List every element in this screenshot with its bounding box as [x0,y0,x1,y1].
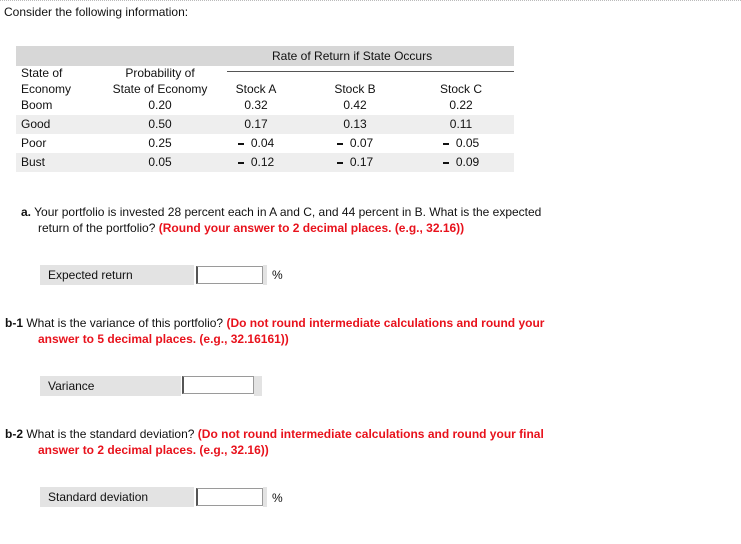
stock-a-cell: 0.17 [244,117,268,131]
question-b2-note2: answer to 2 decimal places. (e.g., 32.16)) [38,443,269,457]
minus-sign-icon [443,162,449,164]
input-separator [254,376,262,396]
std-dev-input[interactable] [196,488,263,506]
variance-label: Variance [48,379,95,393]
minus-sign-icon [238,143,244,145]
question-a-text2: return of the portfolio? [38,221,156,235]
table-row [16,96,514,115]
col-state-header-line1: State of [21,66,63,80]
stock-b-value: 0.17 [349,155,374,169]
question-b2 [5,426,685,458]
col-b-header: Stock B [334,82,376,96]
question-b1-note2: answer to 5 decimal places. (e.g., 32.16161)) [38,332,289,346]
question-b1-note1: (Do not round intermediate calculations and round your [226,316,545,330]
stock-b-cell: 0.42 [343,98,367,112]
question-b1 [5,315,645,347]
state-cell: Boom [21,98,53,112]
question-b1-text: What is the variance of this portfolio? [26,316,224,330]
prob-cell: 0.05 [148,155,172,169]
prob-cell: 0.50 [148,117,172,131]
stock-b-cell [315,155,395,169]
stock-a-value: 0.12 [250,155,275,169]
stock-a-cell [216,136,296,150]
col-c-header: Stock C [439,82,482,96]
col-state-header-line2: Economy [21,82,72,96]
top-divider [0,0,741,1]
minus-sign-icon [337,162,343,164]
prob-cell: 0.20 [148,98,172,112]
prob-cell: 0.25 [148,136,172,150]
stock-c-cell: 0.22 [449,98,473,112]
question-b2-label: b-2 [5,427,23,441]
stock-a-cell [216,155,296,169]
stock-b-value: 0.07 [349,136,374,150]
expected-return-label-box [40,265,194,285]
group-header-label: Rate of Return if State Occurs [272,49,433,63]
header-rule [227,71,514,72]
table-row [16,115,514,134]
stock-b-cell: 0.13 [343,117,367,131]
std-dev-label-box [40,487,194,507]
minus-sign-icon [443,143,449,145]
state-cell: Poor [21,136,47,150]
stock-b-cell [315,136,395,150]
variance-input[interactable] [182,376,254,394]
table-row [16,153,514,172]
stock-c-value: 0.09 [455,155,480,169]
col-a-header: Stock A [235,82,277,96]
state-cell: Good [21,117,51,131]
stock-a-value: 0.04 [250,136,275,150]
question-b1-label: b-1 [5,316,23,330]
question-b2-text: What is the standard deviation? [26,427,195,441]
expected-return-input[interactable] [196,266,263,284]
question-b2-note1: (Do not round intermediate calculations and round your final [197,427,544,441]
question-a-note: (Round your answer to 2 decimal places. (e.g., 32.16)) [158,221,465,235]
question-a-label: a. [21,205,32,219]
question-a-text: Your portfolio is invested 28 percent each in A and C, and 44 percent in B. What is the expected [34,205,542,219]
expected-return-unit: % [272,268,283,282]
minus-sign-icon [337,143,343,145]
intro-text: Consider the following information: [4,5,189,19]
stock-c-value: 0.05 [455,136,480,150]
table-row [16,134,514,153]
col-prob-header-line1: Probability of [125,66,195,80]
variance-label-box [40,376,181,396]
stock-c-cell [421,155,501,169]
group-header [16,46,514,66]
std-dev-unit: % [272,491,283,505]
stock-c-cell [421,136,501,150]
col-prob-header-line2: State of Economy [112,82,208,96]
std-dev-label: Standard deviation [48,490,149,504]
question-a [21,204,641,236]
input-separator [263,265,267,285]
expected-return-label: Expected return [48,268,133,282]
stock-a-cell: 0.32 [244,98,268,112]
minus-sign-icon [238,162,244,164]
stock-c-cell: 0.11 [449,117,473,131]
state-cell: Bust [21,155,46,169]
input-separator [263,487,267,507]
